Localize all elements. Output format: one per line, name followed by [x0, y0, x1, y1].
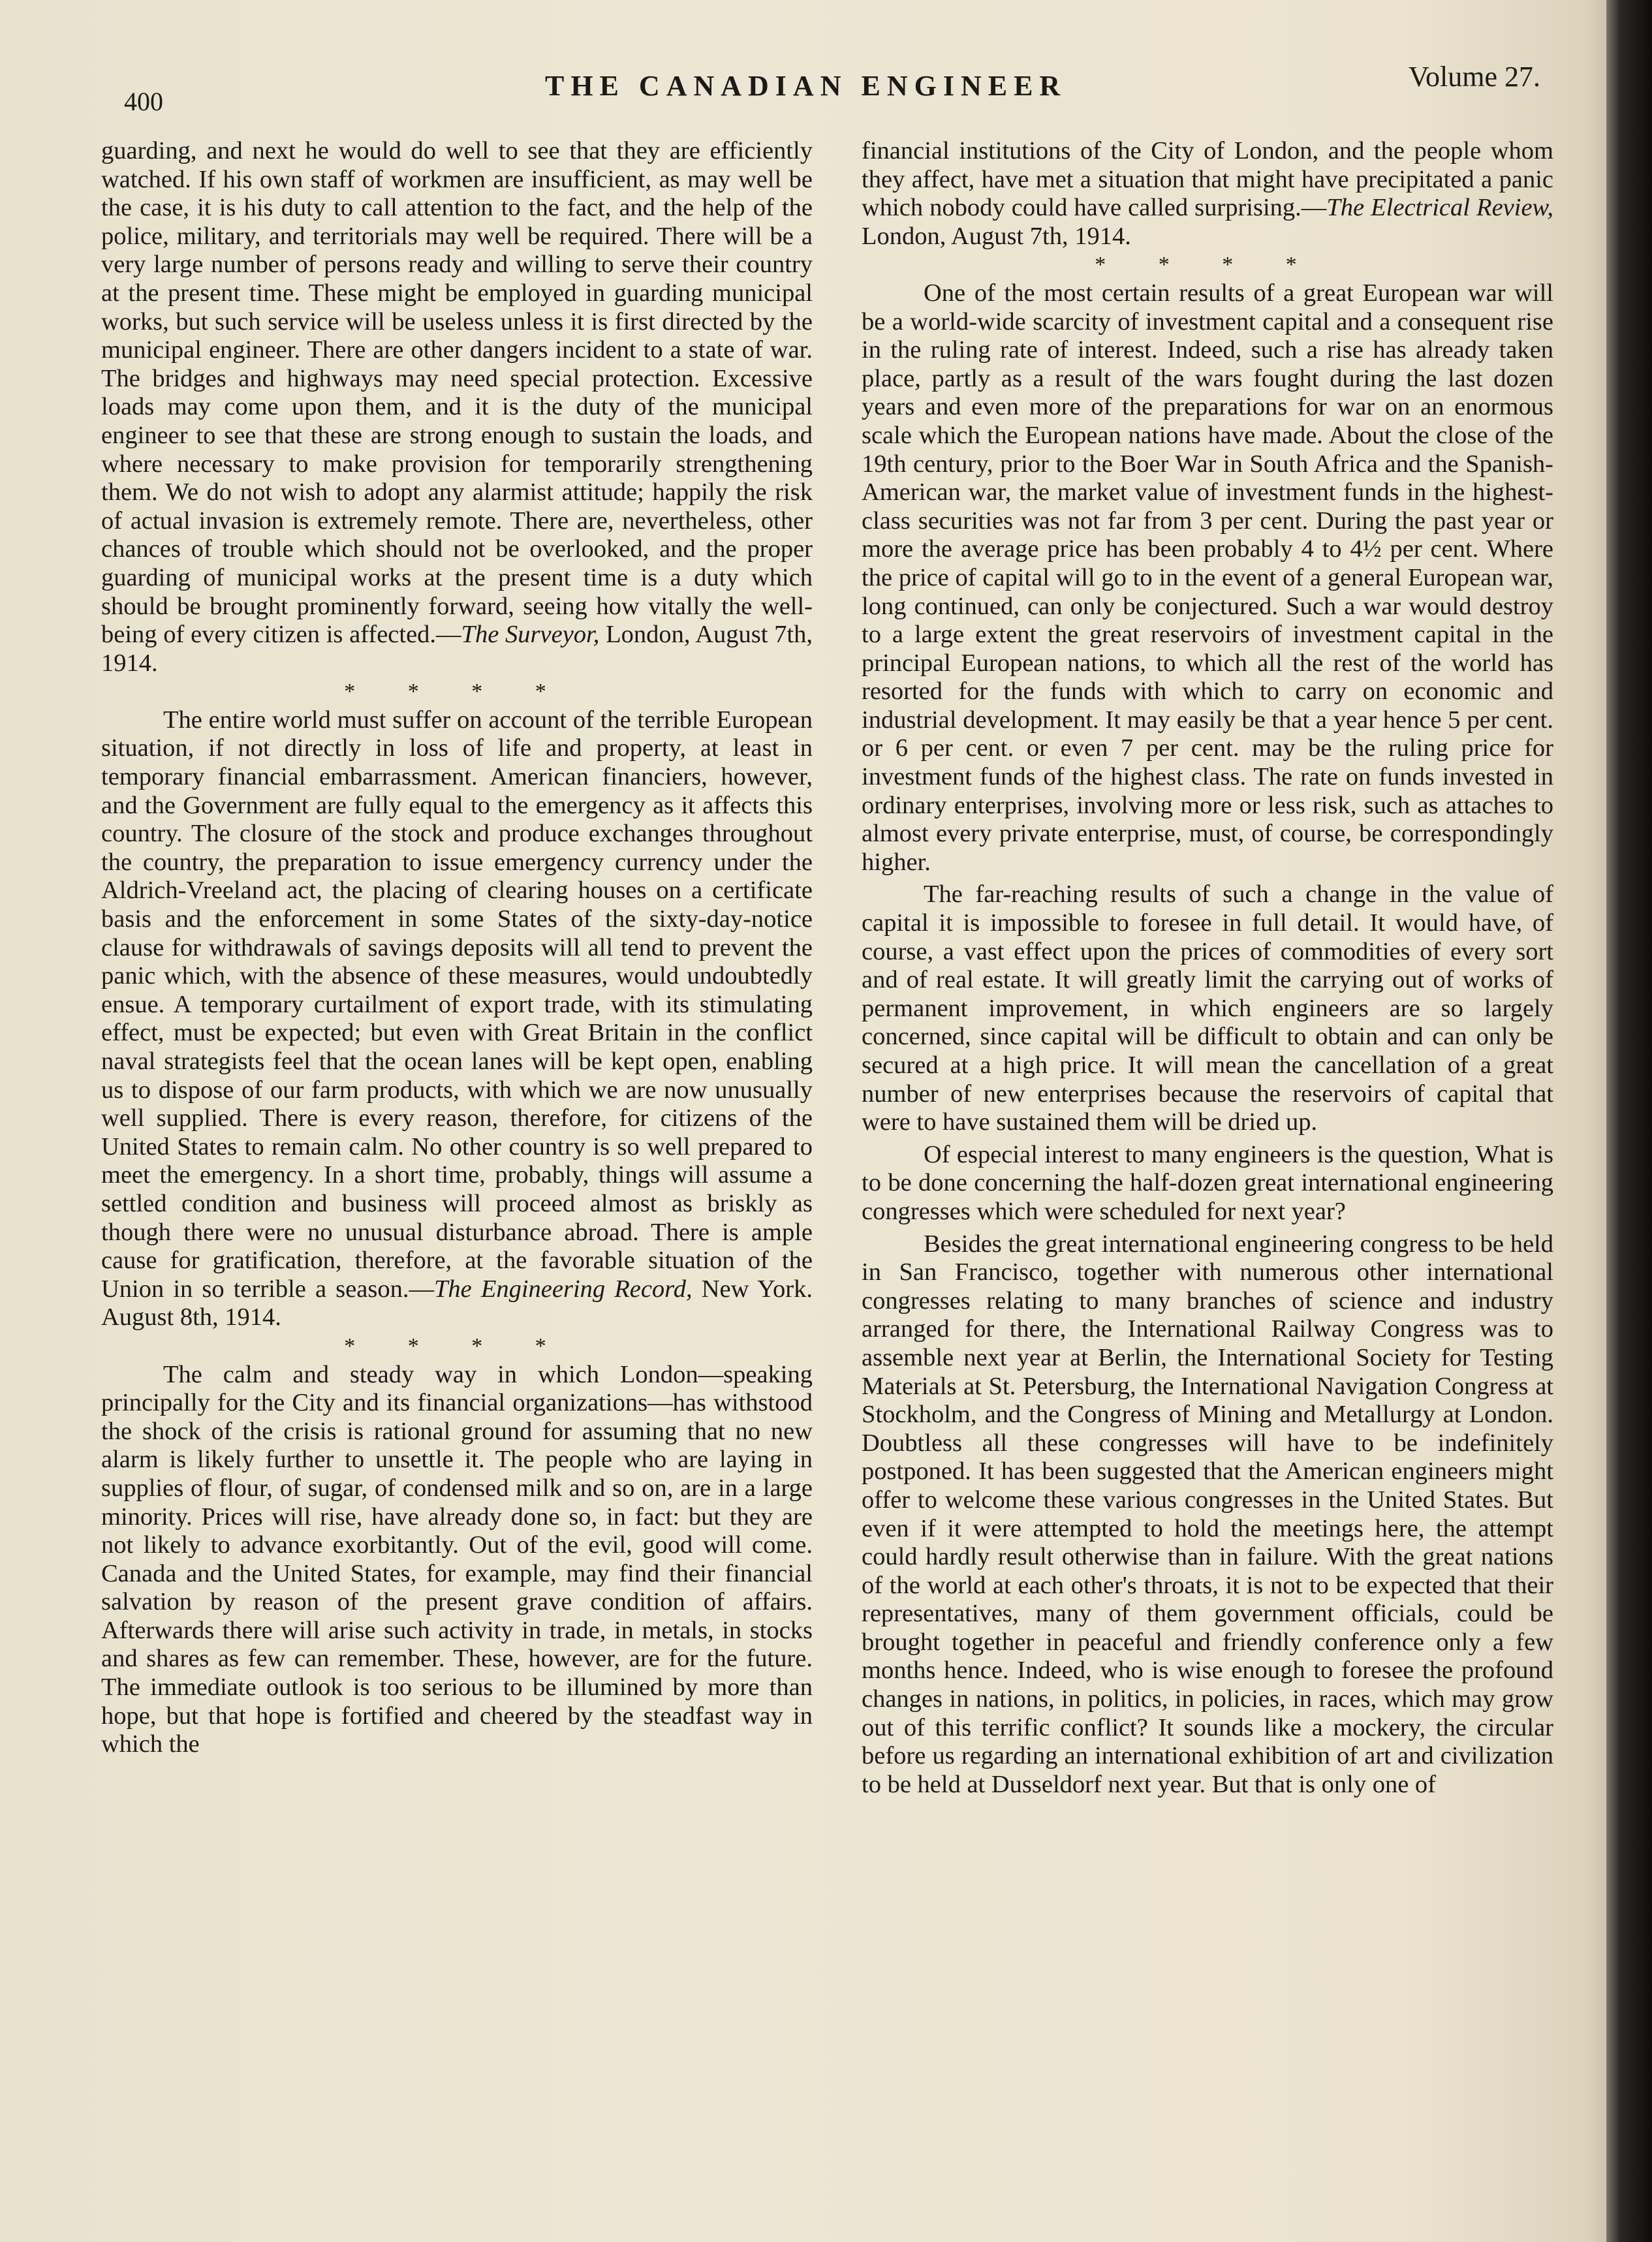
article-paragraph: guarding, and next he would do well to see that they are efficiently watched. If his own staff of workmen are insufficient, as may well be the case, it is his duty to call attention to the fact, and the help of the police, military, and territorials may well be required. There will be a very large number of persons ready and willing to serve their country at the present time. These might be employed in guarding municipal works, but such service will be useless unless it is first directed by the municipal engineer. There are other dangers incident to a state of war. The bridges and highways may need special protection. Excessive loads may come upon them, and it is the duty of the municipal engineer to see that these are strong enough to sustain the loads, and where necessary to make provision for temporarily strengthening them. We do not wish to adopt any alarmist attitude; happily the risk of actual invasion is extremely remote. There are, nevertheless, other chances of trouble which should not be overlooked, and the proper guarding of municipal works at the present time is a duty which should be brought prominently forward, seeing how vitally the well-being of every citizen is affected.—The Surveyor, London, August 7th, 1914. — [101, 137, 813, 677]
page-number: 400 — [124, 87, 163, 116]
article-paragraph: The calm and steady way in which London—speaking principally for the City and its financial organizations—has withstood the shock of the crisis is rational ground for assuming that no new alarm is likely further to unsettle it. The people who are laying in supplies of flour, of sugar, of condensed milk and so on, are in a large minority. Prices will rise, have already done so, in fact: but they are not likely to advance exorbitantly. Out of the evil, good will come. Canada and the United States, for example, may find their financial salvation by reason of the present grave condition of affairs. Afterwards there will arise such activity in trade, in metals, in stocks and shares as few can remember. These, however, are for the future. The immediate outlook is too serious to be illumined by more than hope, but that hope is fortified and cheered by the steadfast way in which the — [101, 1360, 813, 1758]
article-paragraph: Besides the great international engineering congress to be held in San Francisco, together with numerous other international congresses relating to many branches of science and industry arranged for there, the International Railway Congress was to assemble next year at Berlin, the International Society for Testing Materials at St. Petersburg, the International Navigation Congress at Stockholm, and the Congress of Mining and Metallurgy at London. Doubtless all these congresses will have to be indefinitely postponed. It has been suggested that the American engineers might offer to welcome these various congresses in the United States. But even if it were attempted to hold the meetings here, the attempt could hardly result otherwise than in failure. With the great nations of the world at each other's throats, it is not to be expected that their representatives, many of them government officials, could be brought together in peaceful and friendly conference only a few months hence. Indeed, who is wise enough to foresee the profound changes in nations, in politics, in policies, in races, which may grow out of this terrific conflict? It sounds like a mockery, the circular before us regarding an international exhibition of art and civilization to be held at Dusseldorf next year. But that is only one of — [862, 1230, 1553, 1798]
section-separator: * * * * — [1095, 253, 1320, 277]
journal-title: THE CANADIAN ENGINEER — [545, 70, 1067, 102]
source-citation: The Surveyor, — [461, 621, 600, 649]
page-header — [124, 60, 1540, 116]
left-column — [101, 137, 813, 1759]
article-paragraph: financial institutions of the City of London, and the people whom they affect, have met a situation that might have precipitated a panic which nobody could have called surprising.—The Electrical Review, London, August 7th, 1914. — [862, 137, 1553, 250]
section-separator: * * * * — [344, 1333, 570, 1358]
article-paragraph: One of the most certain results of a great European war will be a world-wide scarcity of investment capital and a consequent rise in the ruling rate of interest. Indeed, such a rise has already taken place, partly as a result of the wars fought during the last dozen years and even more of the preparations for war on an enormous scale which the European nations have made. About the close of the 19th century, prior to the Boer War in South Africa and the Spanish-American war, the market value of investment funds in the highest-class securities was not far from 3 per cent. During the past year or more the average price has been probably 4 to 4½ per cent. Where the price of capital will go to in the event of a general European war, long continued, can only be conjectured. Such a war would destroy to a large extent the great reservoirs of investment capital in the principal European nations, to which all the rest of the world has resorted for the funds with which to carry on economic and industrial development. It may easily be that a year hence 5 per cent. or 6 per cent. or even 7 per cent. may be the ruling price for investment funds of the highest class. The rate on funds invested in ordinary enterprises, involving more or less risk, such as attaches to almost every private enterprise, must, of course, be correspondingly higher. — [862, 279, 1553, 876]
book-spine-shadow — [1606, 0, 1652, 2242]
article-paragraph: The entire world must suffer on account of the terrible European situation, if not directly in loss of life and property, at least in temporary financial embarrassment. American financiers, however, and the Government are fully equal to the emergency as it affects this country. The closure of the stock and produce exchanges throughout the country, the preparation to issue emergency currency under the Aldrich-Vreeland act, the placing of clearing houses on a certificate basis and the enforcement in some States of the sixty-day-notice clause for withdrawals of savings deposits will all tend to prevent the panic which, with the absence of these measures, would undoubtedly ensue. A temporary curtailment of export trade, with its stimulating effect, must be expected; but even with Great Britain in the conflict naval strategists feel that the ocean lanes will be kept open, enabling us to dispose of our farm products, with which we are now unusually well supplied. There is every reason, therefore, for citizens of the United States to remain calm. No other country is so well prepared to meet the emergency. In a short time, probably, things will assume a settled condition and business will proceed almost as briskly as though there were no unusual disturbance abroad. There is ample cause for gratification, therefore, at the favorable situation of the Union in so terrible a season.—The Engineering Record, New York. August 8th, 1914. — [101, 706, 813, 1331]
section-separator: * * * * — [344, 679, 570, 704]
right-column — [862, 137, 1553, 1799]
source-citation: The Engineering Record, — [433, 1275, 693, 1303]
source-citation: The Electrical Review, — [1326, 194, 1553, 222]
article-paragraph: Of especial interest to many engineers is the question, What is to be done concerning the half-dozen great international engineering congresses which were scheduled for next year? — [862, 1140, 1553, 1225]
article-paragraph: The far-reaching results of such a change in the value of capital it is impossible to foresee in full detail. It would have, of course, a vast effect upon the prices of commodities of every sort and of real estate. It will greatly limit the carrying out of works of permanent improvement, in which engineers are so largely concerned, since capital will be difficult to obtain and can only be secured at a high price. It will mean the cancellation of a great number of new enterprises because the reservoirs of capital that were to have sustained them will be dried up. — [862, 880, 1553, 1136]
volume-label: Volume 27. — [1408, 61, 1540, 93]
